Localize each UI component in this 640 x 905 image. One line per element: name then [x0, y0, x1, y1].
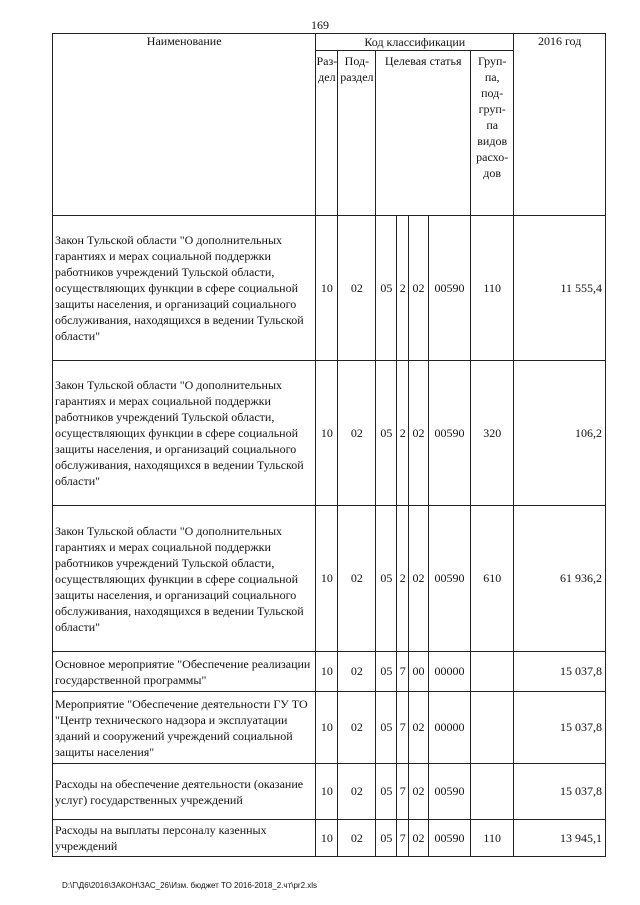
- row-program: 05: [376, 652, 397, 692]
- row-group: 110: [471, 820, 514, 857]
- header-target: Целевая статья: [376, 51, 471, 216]
- row-amount: 15 037,8: [514, 652, 606, 692]
- row-subprogram: 7: [397, 692, 409, 764]
- table-row: [53, 652, 606, 692]
- row-amount: 13 945,1: [514, 820, 606, 857]
- row-program: 05: [376, 361, 397, 506]
- row-group: 320: [471, 361, 514, 506]
- row-section: 10: [316, 361, 338, 506]
- row-group: 610: [471, 506, 514, 652]
- row-direction: 00590: [428, 506, 470, 652]
- row-event: 02: [408, 692, 428, 764]
- table-row: [53, 361, 606, 506]
- row-subsection: 02: [338, 506, 376, 652]
- header-section: Раз- дел: [316, 51, 338, 216]
- row-subprogram: 7: [397, 764, 409, 820]
- row-subprogram: 2: [397, 216, 409, 361]
- row-group: [471, 764, 514, 820]
- header-name: Наименование: [53, 34, 316, 216]
- row-name: Расходы на обеспечение деятельности (оказание услуг) государственных учреждений: [53, 764, 316, 820]
- row-amount: 15 037,8: [514, 692, 606, 764]
- row-section: 10: [316, 820, 338, 857]
- row-group: [471, 652, 514, 692]
- row-amount: 106,2: [514, 361, 606, 506]
- row-program: 05: [376, 216, 397, 361]
- row-event: 02: [408, 820, 428, 857]
- row-direction: 00590: [428, 216, 470, 361]
- table-row: [53, 764, 606, 820]
- row-name: Основное мероприятие "Обеспечение реализации государственной программы": [53, 652, 316, 692]
- table-row: [53, 692, 606, 764]
- header-group: Груп- па, под- груп- па видов расхо- дов: [471, 51, 514, 216]
- row-section: 10: [316, 652, 338, 692]
- row-program: 05: [376, 820, 397, 857]
- row-subprogram: 7: [397, 652, 409, 692]
- row-event: 02: [408, 216, 428, 361]
- row-amount: 11 555,4: [514, 216, 606, 361]
- row-name: Мероприятие "Обеспечение деятельности ГУ ТО "Центр технического надзора и эксплуатации зданий и сооружений учреждений социальной защиты населения": [53, 692, 316, 764]
- row-direction: 00000: [428, 692, 470, 764]
- row-group: 110: [471, 216, 514, 361]
- row-event: 02: [408, 506, 428, 652]
- row-section: 10: [316, 216, 338, 361]
- table-row: [53, 820, 606, 857]
- row-program: 05: [376, 692, 397, 764]
- row-subprogram: 2: [397, 506, 409, 652]
- row-subsection: 02: [338, 764, 376, 820]
- row-direction: 00590: [428, 820, 470, 857]
- row-event: 02: [408, 764, 428, 820]
- row-subsection: 02: [338, 216, 376, 361]
- row-subsection: 02: [338, 652, 376, 692]
- header-subsection: Под- раздел: [338, 51, 376, 216]
- row-section: 10: [316, 692, 338, 764]
- table-row: [53, 506, 606, 652]
- file-path-footer: D:\Г\Д6\2016\ЗАКОН\ЗАС_26\Изм. бюджет ТО 2016-2018_2.чт\pr2.xls: [62, 881, 318, 890]
- row-program: 05: [376, 764, 397, 820]
- row-direction: 00000: [428, 652, 470, 692]
- row-subprogram: 2: [397, 361, 409, 506]
- row-direction: 00590: [428, 361, 470, 506]
- row-section: 10: [316, 506, 338, 652]
- row-program: 05: [376, 506, 397, 652]
- row-name: Закон Тульской области "О дополнительных гарантиях и мерах социальной поддержки работников учреждений Тульской области, осуществляющих функции в сфере социальной защиты населения, и организаций социального обслуживания, находящихся в ведении Тульской области": [53, 361, 316, 506]
- row-section: 10: [316, 764, 338, 820]
- header-year: 2016 год: [514, 34, 606, 216]
- budget-table: [52, 33, 606, 857]
- row-name: Закон Тульской области "О дополнительных гарантиях и мерах социальной поддержки работников учреждений Тульской области, осуществляющих функции в сфере социальной защиты населения, и организаций социального обслуживания, находящихся в ведении Тульской области": [53, 506, 316, 652]
- row-direction: 00590: [428, 764, 470, 820]
- row-amount: 15 037,8: [514, 764, 606, 820]
- row-subsection: 02: [338, 820, 376, 857]
- row-event: 00: [408, 652, 428, 692]
- row-event: 02: [408, 361, 428, 506]
- row-subsection: 02: [338, 692, 376, 764]
- table-row: [53, 216, 606, 361]
- row-subprogram: 7: [397, 820, 409, 857]
- row-name: Расходы на выплаты персоналу казенных учреждений: [53, 820, 316, 857]
- row-group: [471, 692, 514, 764]
- row-subsection: 02: [338, 361, 376, 506]
- page-number: 169: [311, 18, 329, 32]
- header-code: Код классификации: [316, 34, 514, 51]
- row-amount: 61 936,2: [514, 506, 606, 652]
- row-name: Закон Тульской области "О дополнительных гарантиях и мерах социальной поддержки работников учреждений Тульской области, осуществляющих функции в сфере социальной защиты населения, и организаций социального обслуживания, находящихся в ведении Тульской области": [53, 216, 316, 361]
